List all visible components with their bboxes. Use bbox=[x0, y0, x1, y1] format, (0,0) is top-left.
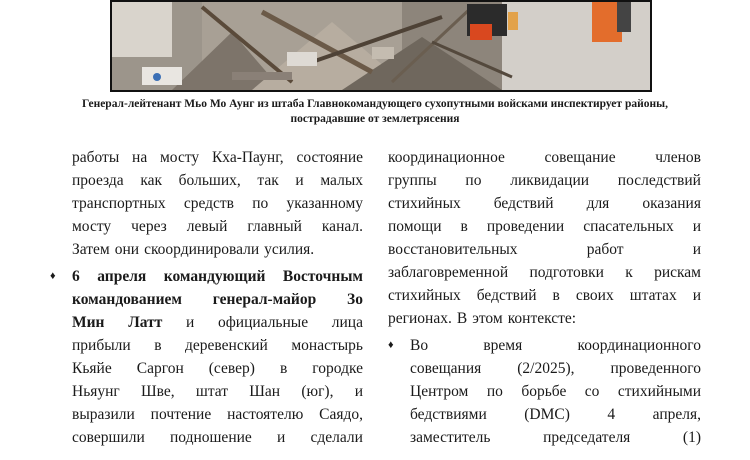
word: председателя bbox=[543, 429, 631, 446]
word: членов bbox=[655, 149, 701, 166]
text-line bbox=[388, 215, 701, 238]
word: помощи bbox=[388, 218, 442, 235]
word: 6 bbox=[72, 268, 80, 285]
word: апреля, bbox=[652, 406, 701, 423]
word: проезда bbox=[72, 172, 124, 189]
word: транспортных bbox=[72, 195, 166, 212]
word: малых bbox=[320, 172, 363, 189]
text-line bbox=[72, 334, 363, 357]
word: канал. bbox=[321, 218, 363, 235]
word: генерал-майор bbox=[212, 291, 317, 308]
word: Восточным bbox=[282, 268, 363, 285]
text-line bbox=[410, 403, 701, 426]
word: Саядо, bbox=[319, 406, 363, 423]
word: совершили bbox=[72, 429, 145, 446]
text-line bbox=[72, 238, 363, 261]
word: координационное bbox=[388, 149, 505, 166]
text-line bbox=[72, 146, 363, 169]
word: и bbox=[692, 241, 701, 258]
word: рискам bbox=[654, 264, 701, 281]
text-line bbox=[388, 238, 701, 261]
left-bullet-item bbox=[50, 265, 363, 449]
word: главный bbox=[247, 218, 302, 235]
word: этом bbox=[472, 310, 503, 327]
word: скоординировали bbox=[144, 241, 260, 258]
text-line bbox=[72, 403, 363, 426]
word: своих bbox=[575, 287, 614, 304]
left-paragraph-1 bbox=[72, 146, 363, 261]
word: городке bbox=[312, 360, 363, 377]
word: Затем bbox=[72, 241, 110, 258]
word: Шве, bbox=[141, 383, 175, 400]
word: и bbox=[277, 429, 286, 446]
text-line bbox=[72, 426, 363, 449]
word: оказания bbox=[642, 195, 701, 212]
text-line bbox=[410, 334, 701, 357]
word: сделали bbox=[310, 429, 363, 446]
word: совещание bbox=[544, 149, 616, 166]
word: подношение bbox=[169, 429, 252, 446]
word: лица bbox=[331, 314, 363, 331]
word: и bbox=[692, 287, 701, 304]
word: мосту bbox=[72, 218, 112, 235]
text-line bbox=[388, 146, 701, 169]
word: Центром bbox=[410, 383, 469, 400]
word: контексте: bbox=[507, 310, 577, 327]
word: монастырь bbox=[291, 337, 363, 354]
word: выразили bbox=[72, 406, 135, 423]
word: Во bbox=[410, 337, 429, 354]
word: левый bbox=[186, 218, 228, 235]
word: так bbox=[257, 172, 279, 189]
word: стихийными bbox=[617, 383, 701, 400]
diamond-bullet-icon: ♦ bbox=[50, 270, 56, 282]
word: мосту bbox=[160, 149, 200, 166]
text-line bbox=[72, 288, 363, 311]
word: заместитель bbox=[410, 429, 491, 446]
text-line bbox=[72, 357, 363, 380]
right-column bbox=[388, 146, 701, 449]
word: спасательных bbox=[583, 218, 674, 235]
word: и bbox=[354, 383, 363, 400]
word: по bbox=[252, 195, 269, 212]
left-bullet-text bbox=[72, 265, 363, 449]
text-line bbox=[72, 265, 363, 288]
word: и bbox=[186, 314, 195, 331]
word: подготовки bbox=[529, 264, 604, 281]
text-line bbox=[72, 380, 363, 403]
word: Кьяйе bbox=[72, 360, 112, 377]
word: они bbox=[114, 241, 140, 258]
word: бедствий bbox=[493, 195, 554, 212]
word: борьбе bbox=[521, 383, 567, 400]
word: апреля bbox=[97, 268, 147, 285]
word: в bbox=[279, 360, 288, 377]
word: Латт bbox=[128, 314, 163, 331]
word: штатах bbox=[629, 287, 677, 304]
word: 4 bbox=[607, 406, 616, 423]
text-line bbox=[72, 192, 363, 215]
word: (2/2025), bbox=[517, 360, 575, 377]
text-line bbox=[72, 169, 363, 192]
word: в bbox=[552, 287, 560, 304]
word: деревенский bbox=[185, 337, 268, 354]
word: и bbox=[692, 218, 701, 235]
word: по bbox=[465, 172, 482, 189]
word: больших, bbox=[178, 172, 241, 189]
word: проведении bbox=[486, 218, 565, 235]
word: (юг), bbox=[301, 383, 334, 400]
word: стихийных bbox=[388, 287, 461, 304]
text-line bbox=[388, 284, 701, 307]
caption-line-1: Генерал-лейтенант Мьо Мо Аунг из штаба Главнокомандующего сухопутными войсками инспектирует районы, bbox=[82, 98, 668, 110]
word: усилия. bbox=[264, 241, 315, 258]
word: Кха-Паунг, bbox=[211, 149, 284, 166]
text-line bbox=[72, 311, 363, 334]
word: командованием bbox=[72, 291, 182, 308]
word: совещания bbox=[410, 360, 482, 377]
left-column bbox=[50, 146, 363, 449]
word: Ньяунг bbox=[72, 383, 120, 400]
word: восстановительных bbox=[388, 241, 518, 258]
word: почтение bbox=[150, 406, 212, 423]
word: указанному bbox=[286, 195, 363, 212]
text-line bbox=[388, 169, 701, 192]
caption-line-2: пострадавшие от землетрясения bbox=[290, 113, 460, 125]
word: Саргон bbox=[136, 360, 184, 377]
text-line bbox=[388, 307, 701, 330]
word: стихийных bbox=[388, 195, 461, 212]
word: штат bbox=[195, 383, 229, 400]
text-line bbox=[388, 261, 701, 284]
word: как bbox=[140, 172, 163, 189]
word: Зо bbox=[347, 291, 363, 308]
word: бедствиями bbox=[410, 406, 487, 423]
rubble-scene bbox=[112, 2, 650, 90]
text-line bbox=[388, 192, 701, 215]
right-bullet-item bbox=[388, 334, 701, 449]
word: (север) bbox=[208, 360, 255, 377]
word: к bbox=[625, 264, 633, 281]
word: прибыли bbox=[72, 337, 131, 354]
word: официальные bbox=[218, 314, 309, 331]
word: проведенного bbox=[610, 360, 701, 377]
text-line bbox=[410, 357, 701, 380]
word: в bbox=[154, 337, 162, 354]
word: время bbox=[483, 337, 523, 354]
word: Шан bbox=[249, 383, 281, 400]
word: и bbox=[295, 172, 304, 189]
word: через bbox=[131, 218, 167, 235]
photo-caption bbox=[30, 97, 720, 127]
word: состояние bbox=[296, 149, 363, 166]
word: (1) bbox=[682, 429, 701, 446]
word: работ bbox=[586, 241, 624, 258]
word: (DMC) bbox=[524, 406, 570, 423]
word: группы bbox=[388, 172, 437, 189]
word: В bbox=[456, 310, 468, 327]
word: по bbox=[486, 383, 503, 400]
word: работы bbox=[72, 149, 120, 166]
word: бедствий bbox=[476, 287, 537, 304]
word: Мин bbox=[72, 314, 105, 331]
word: настоятелю bbox=[227, 406, 304, 423]
text-line bbox=[410, 380, 701, 403]
word: со bbox=[584, 383, 600, 400]
earthquake-damage-photo bbox=[110, 0, 652, 92]
word: заблаговременной bbox=[388, 264, 509, 281]
word: для bbox=[586, 195, 610, 212]
word: координационного bbox=[577, 337, 701, 354]
word: командующий bbox=[163, 268, 266, 285]
text-line bbox=[72, 215, 363, 238]
word: в bbox=[460, 218, 468, 235]
word: средств bbox=[183, 195, 234, 212]
right-paragraph-1 bbox=[388, 146, 701, 330]
word: ликвидации bbox=[510, 172, 590, 189]
word: регионах. bbox=[388, 310, 452, 327]
text-line bbox=[410, 426, 701, 449]
word: последствий bbox=[617, 172, 701, 189]
word: на bbox=[132, 149, 148, 166]
right-bullet-text bbox=[410, 334, 701, 449]
diamond-bullet-icon: ♦ bbox=[388, 339, 394, 351]
